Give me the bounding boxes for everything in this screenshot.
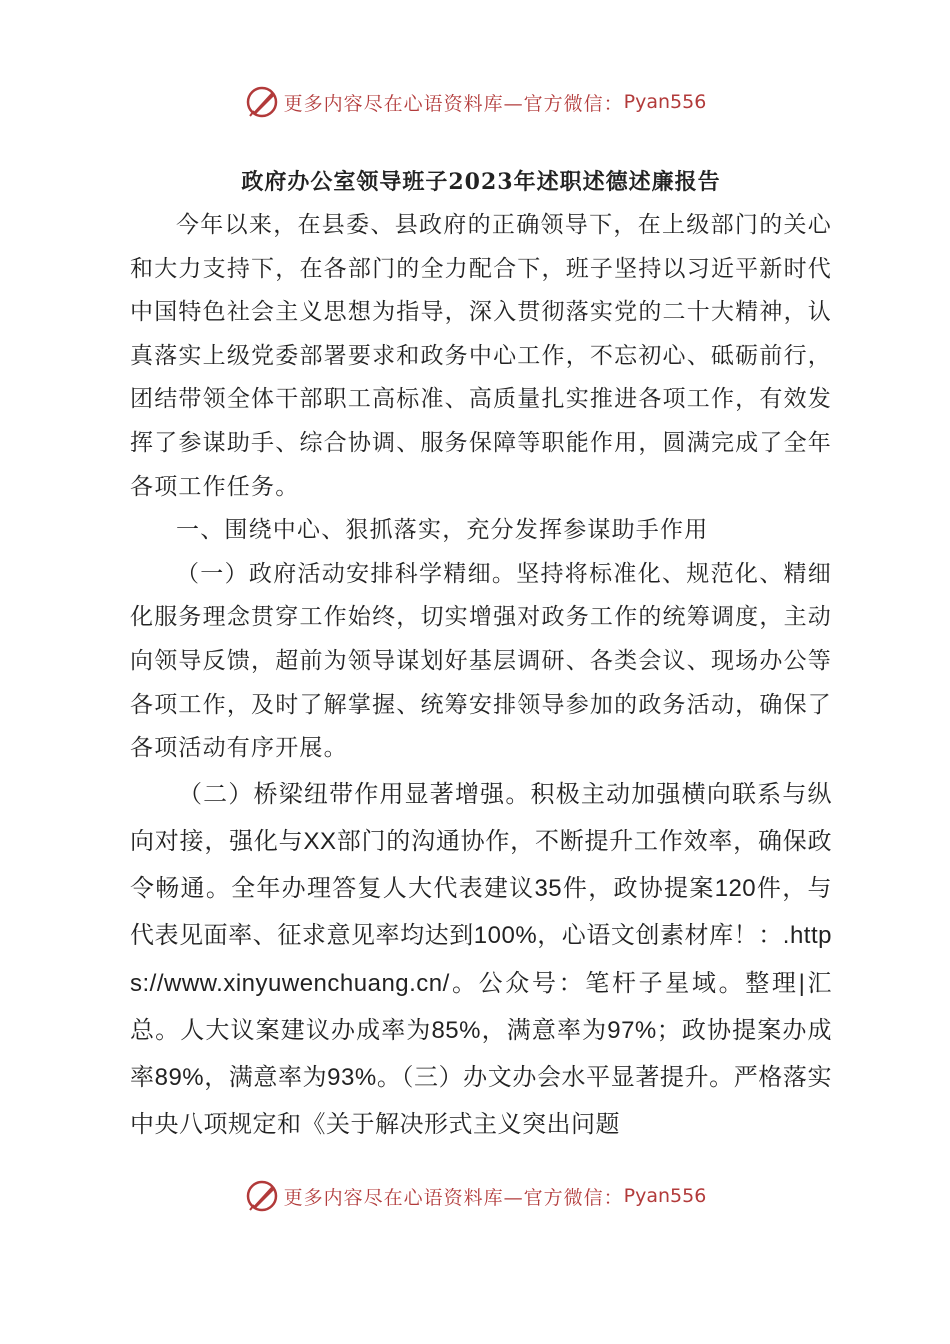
section-heading-1: 一、围绕中心、狠抓落实，充分发挥参谋助手作用 bbox=[176, 517, 709, 544]
watermark-text: 更多内容尽在心语资料库—官方微信： bbox=[283, 1186, 624, 1209]
watermark-contact: Pyan556 bbox=[623, 1185, 707, 1207]
watermark-banner-bottom bbox=[0, 1176, 950, 1216]
document-body bbox=[130, 160, 832, 1148]
paragraph-1-1: （一）政府活动安排科学精细。坚持将标准化、规范化、精细化服务理念贯穿工作始终，切实增强对政务工作的统筹调度，主动向领导反馈，超前为领导谋划好基层调研、各类会议、现场办公等各项工作，及时了解掌握、统筹安排领导参加的政务活动，确保了各项活动有序开展。 bbox=[130, 560, 832, 762]
paragraph-1-2: （二）桥梁纽带作用显著增强。积极主动加强横向联系与纵向对接，强化与XX部门的沟通协作，不断提升工作效率，确保政令畅通。全年办理答复人大代表建议35件，政协提案120件，与代表见面率、征求意见率均达到100%，心语文创素材库！：.https://www.xinyuwenchuang.cn/。公众号：笔杆子星域。整理|汇总。人大议案建议办成率为85%，满意率为97%；政协提案办成率89%，满意率为93%。（三）办文办会水平显著提升。严格落实中央八项规定和《关于解决形式主义突出问题 bbox=[130, 780, 832, 1139]
paragraph-intro: 今年以来，在县委、县政府的正确领导下，在上级部门的关心和大力支持下，在各部门的全力配合下，班子坚持以习近平新时代中国特色社会主义思想为指导，深入贯彻落实党的二十大精神，认真落实上级党委部署要求和政务中心工作，不忘初心、砥砺前行，团结带领全体干部职工高标准、高质量扎实推进各项工作，有效发挥了参谋助手、综合协调、服务保障等职能作用，圆满完成了全年各项工作任务。 bbox=[130, 212, 832, 500]
watermark-banner-top bbox=[0, 82, 950, 122]
watermark-contact: Pyan556 bbox=[623, 91, 707, 113]
quill-logo-icon bbox=[244, 1178, 280, 1214]
document-title: 政府办公室领导班子2023年述职述德述廉报告 bbox=[241, 169, 721, 195]
quill-logo-icon bbox=[244, 84, 280, 120]
watermark-text: 更多内容尽在心语资料库—官方微信： bbox=[283, 92, 624, 115]
